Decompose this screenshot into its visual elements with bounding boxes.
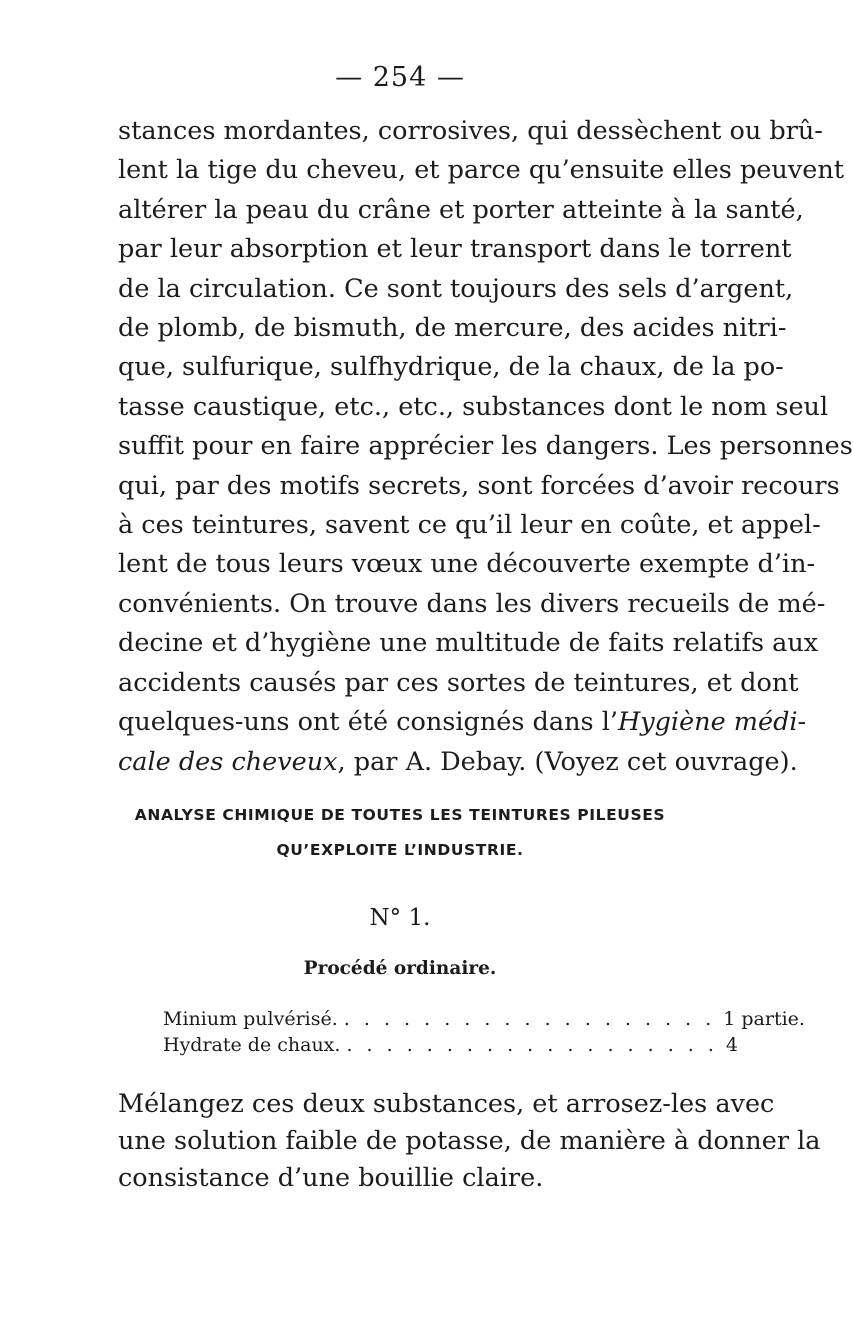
leader-dots: . . . . . . . . . . . . . . . . . . . [346, 1034, 718, 1056]
paragraph-last-line [118, 743, 798, 782]
recipe-number: N° 1. [369, 905, 431, 931]
paragraph-line: suffit pour en faire apprécier les dangers. Les personnes [118, 431, 853, 462]
paragraph-line: decine et d’hygiène une multitude de faits relatifs aux [118, 628, 819, 659]
instruction-line: Mélangez ces deux substances, et arrosez-les avec [118, 1089, 775, 1119]
paragraph-line-text: quelques-uns ont été consignés dans l’ [118, 707, 618, 738]
instruction-line: consistance d’une bouillie claire. [118, 1163, 544, 1193]
paragraph-line: tasse caustique, etc., etc., substances dont le nom seul [118, 391, 829, 422]
book-title-italic: cale des cheveux [118, 746, 338, 777]
paragraph-line-with-title [118, 703, 807, 742]
paragraph-line-text: , par A. Debay. (Voyez cet ouvrage). [337, 746, 798, 777]
paragraph-line: que, sulfurique, sulfhydrique, de la chaux, de la po- [118, 352, 784, 383]
recipe-instructions [118, 1086, 821, 1197]
paragraph-line: lent de tous leurs vœux une découverte exempte d’in- [118, 549, 816, 580]
book-title-italic: Hygiène médi- [617, 707, 807, 738]
paragraph-line: lent la tige du cheveu, et parce qu’ensuite elles peuvent [118, 155, 844, 186]
instruction-line: une solution faible de potasse, de manière à donner la [118, 1126, 821, 1156]
main-paragraph [118, 112, 853, 782]
paragraph-line: accidents causés par ces sortes de teintures, et dont [118, 667, 799, 698]
recipe-title: Procédé ordinaire. [303, 958, 497, 979]
ingredient-name: Hydrate de chaux. [163, 1034, 341, 1056]
ingredient-row [163, 1032, 739, 1058]
page-number: — 254 — [335, 62, 465, 93]
paragraph-line: convénients. On trouve dans les divers recueils de mé- [118, 588, 826, 619]
section-heading-line1: ANALYSE CHIMIQUE DE TOUTES LES TEINTURES PILEUSES [134, 806, 666, 824]
paragraph-line: de la circulation. Ce sont toujours des sels d’argent, [118, 273, 794, 304]
paragraph-line: altérer la peau du crâne et porter atteinte à la santé, [118, 194, 804, 225]
paragraph-line: stances mordantes, corrosives, qui dessèchent ou brû- [118, 116, 823, 146]
paragraph-line: de plomb, de bismuth, de mercure, des acides nitri- [118, 313, 787, 344]
ingredient-name: Minium pulvérisé. [163, 1008, 338, 1030]
paragraph-line: par leur absorption et leur transport dans le torrent [118, 234, 792, 265]
section-heading-line2: QU’EXPLOITE L’INDUSTRIE. [276, 841, 524, 859]
leader-dots: . . . . . . . . . . . . . . . . . . . [343, 1008, 716, 1030]
ingredient-list [163, 1006, 805, 1058]
paragraph-line: qui, par des motifs secrets, sont forcées d’avoir recours [118, 470, 840, 501]
paragraph-line: à ces teintures, savent ce qu’il leur en coûte, et appel- [118, 510, 821, 541]
ingredient-quantity: 1 partie. [723, 1008, 805, 1030]
ingredient-row [163, 1006, 805, 1032]
ingredient-quantity: 4 [725, 1034, 739, 1056]
